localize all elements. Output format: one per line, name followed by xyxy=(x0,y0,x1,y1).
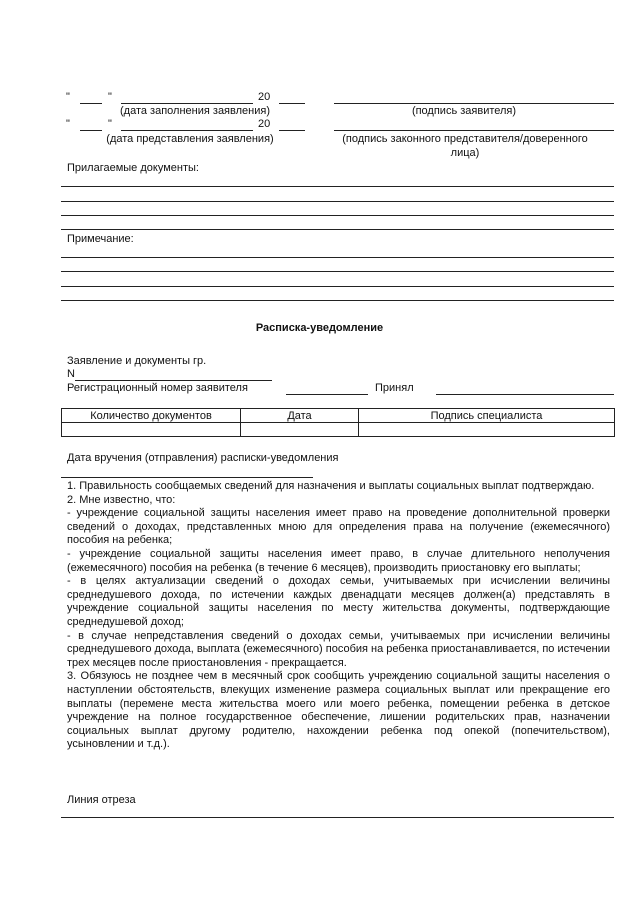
date-cell[interactable] xyxy=(241,423,359,437)
number-line xyxy=(75,380,272,381)
receipt-table xyxy=(61,408,615,437)
date-filled-caption: (дата заполнения заявления) xyxy=(120,105,270,117)
paragraph: - учреждение социальной защиты населения имеет право, в случае длительного неполучения (ежемесячного) пособия на ребенка (в течение 6 месяцев), производить приостановку его выплаты; xyxy=(67,547,610,574)
column-header-doc-count: Количество документов xyxy=(62,409,241,423)
delivery-date-label: Дата вручения (отправления) расписки-уведомления xyxy=(67,452,339,464)
applicant-signature-caption: (подпись заявителя) xyxy=(411,105,517,117)
paragraph: - в случае непредставления сведений о доходах семьи, учитываемых при исчислении величины среднедушевого дохода, выплата (ежемесячного) пособия на ребенка приостанавливается, по истечении трех месяцев после приостановления - прекращается. xyxy=(67,629,610,669)
representative-signature-caption-2: лица) xyxy=(450,147,480,159)
paragraph: - учреждение социальной защиты населения имеет право на проведение дополнительной проверки сведений о доходах, представленных мною для определения права на получение (ежемесячного) пособия на ребенка; xyxy=(67,507,610,547)
paragraph: - в целях актуализации сведений о доходах семьи, учитываемых при исчислении величины среднедушевого дохода, по истечении каждых двенадцати месяцев должен(а) представлять в учреждение социальной защиты населения по месту жительства документы, подтверждающие среднедушевой доход; xyxy=(67,575,610,628)
doc-count-cell[interactable] xyxy=(62,423,241,437)
fill-line xyxy=(61,215,614,216)
close-quote: " xyxy=(108,91,112,103)
table-header-row xyxy=(62,409,615,423)
registration-number-label: Регистрационный номер заявителя xyxy=(67,382,248,394)
date-submitted-caption: (дата представления заявления) xyxy=(106,133,274,145)
representative-signature-line xyxy=(334,130,614,131)
month-line xyxy=(121,130,253,131)
column-header-date: Дата xyxy=(241,409,359,423)
accepted-label: Принял xyxy=(375,382,414,394)
accepted-line xyxy=(436,394,614,395)
year-prefix: 20 xyxy=(258,91,271,103)
fill-line xyxy=(61,300,614,301)
table-row xyxy=(62,423,615,437)
year-line xyxy=(279,103,305,104)
open-quote: " xyxy=(66,91,70,103)
fill-line xyxy=(61,286,614,287)
declaration-text xyxy=(67,480,610,752)
paragraph: 1. Правильность сообщаемых сведений для назначения и выплаты социальных выплат подтверждаю. xyxy=(67,480,595,492)
attached-documents-label: Прилагаемые документы: xyxy=(67,162,199,174)
day-line xyxy=(80,130,102,131)
year-line xyxy=(279,130,305,131)
cut-line xyxy=(61,817,614,818)
close-quote: " xyxy=(108,118,112,130)
open-quote: " xyxy=(66,118,70,130)
paragraph: 2. Мне известно, что: xyxy=(67,493,176,506)
fill-line xyxy=(61,229,614,230)
fill-line xyxy=(61,257,614,258)
receipt-title: Расписка-уведомление xyxy=(255,322,384,334)
month-line xyxy=(121,103,253,104)
column-header-specialist-signature: Подпись специалиста xyxy=(359,409,615,423)
application-from-label: Заявление и документы гр. xyxy=(67,355,207,367)
applicant-signature-line xyxy=(334,103,614,104)
day-line xyxy=(80,103,102,104)
cut-line-label: Линия отреза xyxy=(67,794,136,806)
paragraph: 3. Обязуюсь не позднее чем в месячный срок сообщить учреждению социальной защиты населения о наступлении обстоятельств, влекущих изменение размера социальных выплат или прекращение его выплаты (перемене места жительства моего или моего ребенка, помещении ребенка в детское учреждение на полное государственное обеспечение, лишении родительских прав, назначении социальных выплат другому родителю, нахождении ребенка под опекой (попечительством), усыновлении и т.д.). xyxy=(67,670,610,751)
delivery-date-line xyxy=(61,477,313,478)
fill-line xyxy=(61,186,614,187)
registration-number-line xyxy=(286,394,368,395)
number-label: N xyxy=(67,368,75,380)
fill-line xyxy=(61,271,614,272)
note-label: Примечание: xyxy=(67,233,134,245)
signature-cell[interactable] xyxy=(359,423,615,437)
year-prefix: 20 xyxy=(258,118,271,130)
fill-line xyxy=(61,201,614,202)
representative-signature-caption: (подпись законного представителя/доверенного xyxy=(342,133,588,145)
